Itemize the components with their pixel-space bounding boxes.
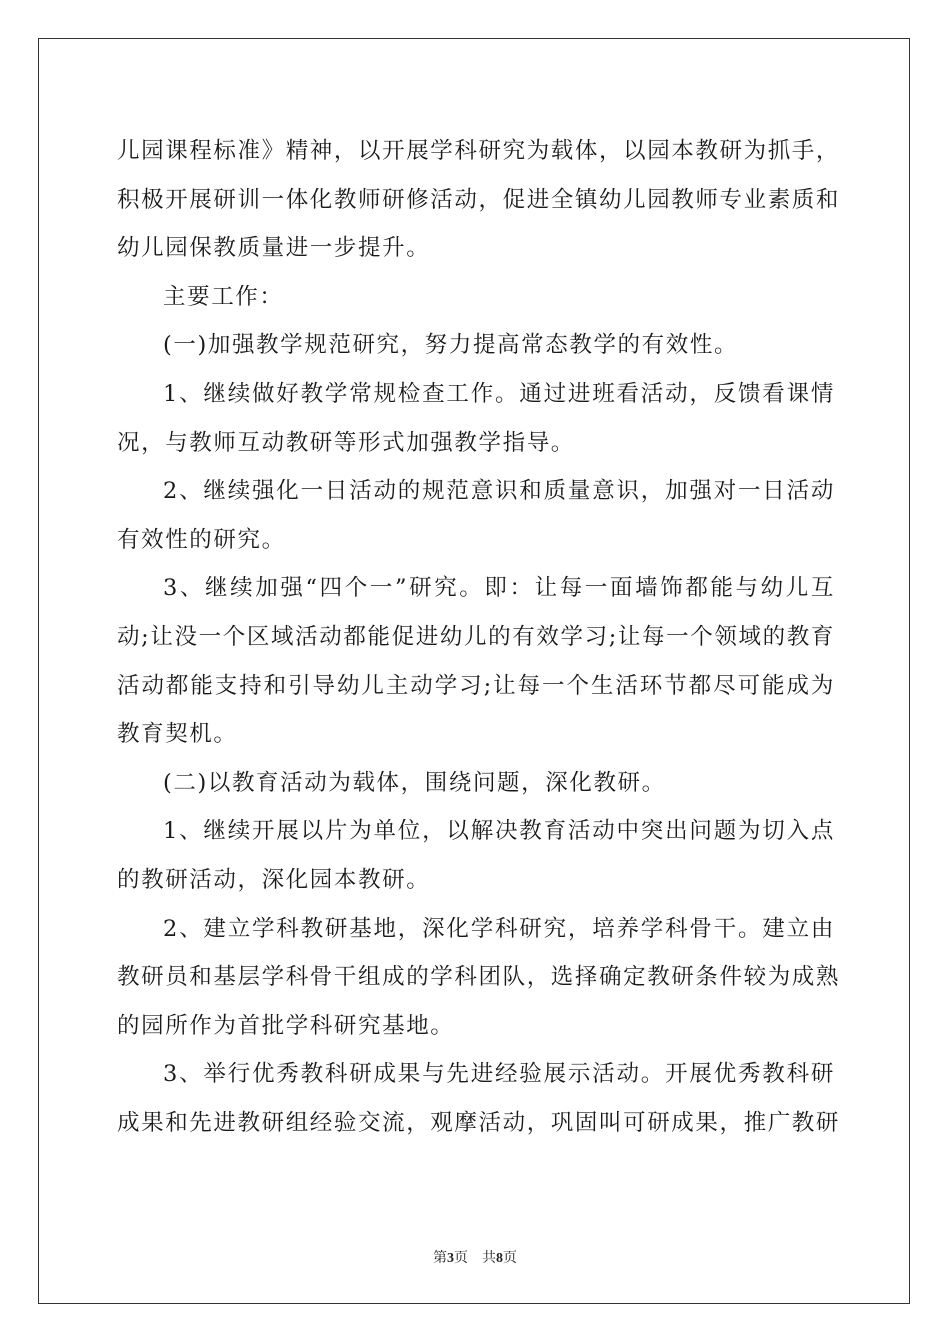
text-line: 况，与教师互动教研等形式加强教学指导。 [117,429,575,456]
text-line: 活动都能支持和引导幼儿主动学习;让每一个生活环节都尽可能成为 [117,672,835,699]
text-line: 的教研活动，深化园本教研。 [117,866,431,893]
text-line: 的园所作为首批学科研究基地。 [117,1012,455,1039]
text-line: 动;让没一个区域活动都能促进幼儿的有效学习;让每一个领域的教育 [117,623,835,650]
text-line: 有效性的研究。 [117,526,286,553]
section-heading: (二)以教育活动为载体，围绕问题，深化教研。 [163,769,666,796]
text-line: 1、继续做好教学常规检查工作。通过进班看活动，反馈看课情 [163,380,835,407]
text-line: 儿园课程标准》精神，以开展学科研究为载体，以园本教研为抓手， [117,138,841,164]
text-line: 1、继续开展以片为单位，以解决教育活动中突出问题为切入点 [163,818,835,845]
text-line: 2、继续强化一日活动的规范意识和质量意识，加强对一日活动 [163,478,835,505]
current-page-number: 3 [447,1251,454,1266]
text-line: 3、继续加强“四个一”研究。即：让每一面墙饰都能与幼儿互 [163,575,835,602]
section-label: 主要工作： [163,283,284,310]
page-prefix: 第 [433,1251,447,1266]
text-line: 教育契机。 [117,721,238,748]
page-suffix: 页 [454,1251,468,1266]
page-footer [0,1247,950,1267]
text-line: 积极开展研训一体化教师研修活动，促进全镇幼儿园教师专业素质和 [117,186,841,213]
total-prefix: 共 [482,1251,496,1266]
total-pages-number: 8 [496,1251,503,1266]
text-line: 教研员和基层学科骨干组成的学科团队，选择确定教研条件较为成熟 [117,964,841,991]
section-heading: (一)加强教学规范研究，努力提高常态教学的有效性。 [163,332,739,359]
text-line: 幼儿园保教质量进一步提升。 [117,235,431,262]
text-line: 3、举行优秀教科研成果与先进经验展示活动。开展优秀教科研 [163,1061,835,1088]
text-line: 2、建立学科教研基地，深化学科研究，培养学科骨干。建立由 [163,915,835,942]
text-line: 成果和先进教研组经验交流，观摩活动，巩固叫可研成果，推广教研 [117,1109,841,1136]
document-body [117,127,841,1147]
total-suffix: 页 [503,1251,517,1266]
